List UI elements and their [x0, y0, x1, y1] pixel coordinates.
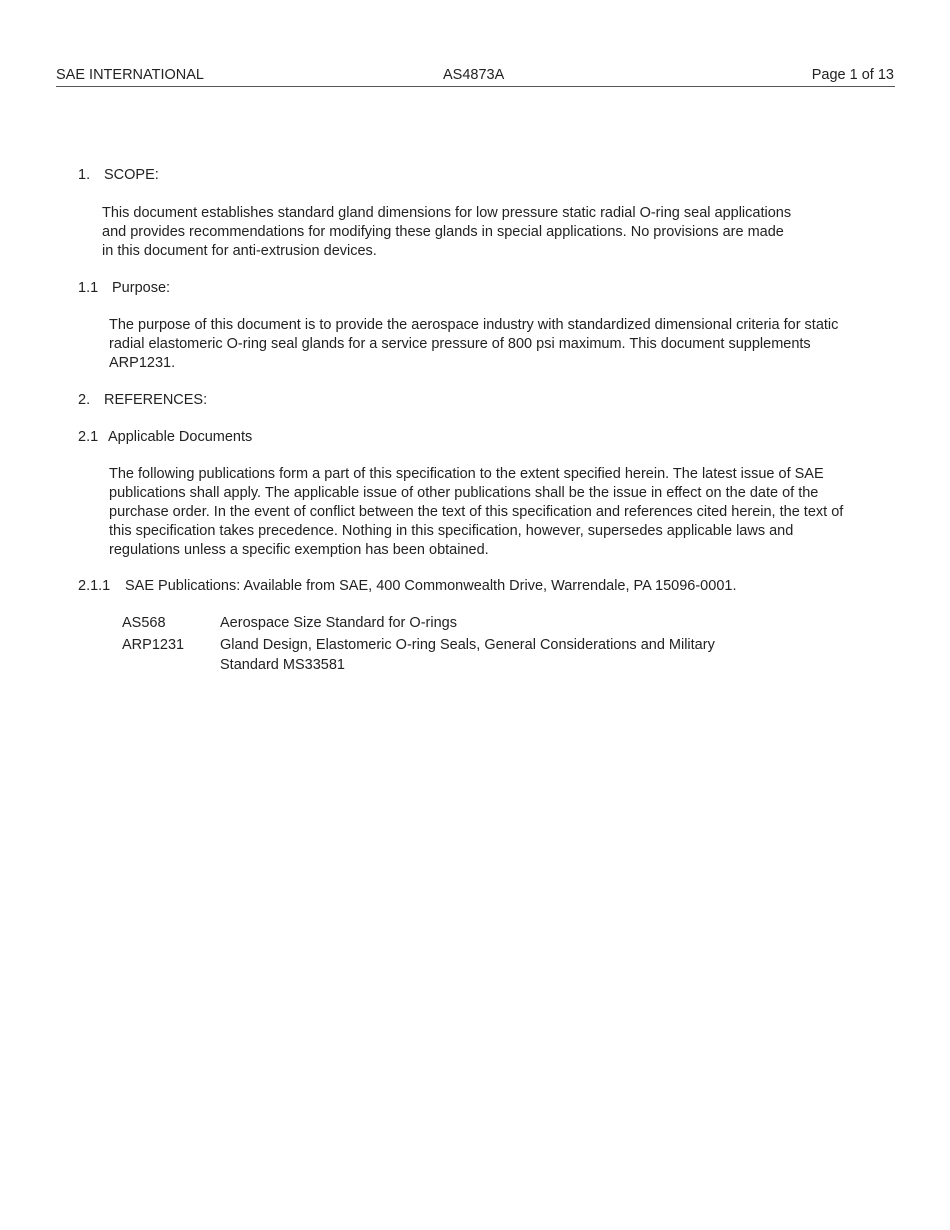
purpose-paragraph: The purpose of this document is to provide the aerospace industry with standardized dimensional criteria for static radial elastomeric O-ring seal glands for a service pressure of 800 psi maximum. This document supplements ARP1231. [109, 317, 839, 371]
section-number: 1. [78, 167, 91, 183]
section-title: Purpose: [112, 280, 171, 296]
section-title: SCOPE: [104, 167, 159, 183]
section-number: 2.1.1 [78, 578, 111, 594]
section-heading-applicable-documents [78, 428, 252, 447]
section-title: SAE Publications: Available from SAE, 400 Commonwealth Drive, Warrendale, PA 15096-0001. [125, 578, 737, 594]
reference-item [122, 635, 762, 675]
section-heading-references [78, 391, 207, 410]
reference-title: Aerospace Size Standard for O-rings [220, 615, 457, 631]
header-doc-number: AS4873A [443, 67, 505, 83]
section-title: REFERENCES: [104, 392, 208, 408]
header-page-label: Page 1 of 13 [811, 67, 894, 83]
page-header [56, 66, 895, 87]
reference-id: AS568 [122, 615, 166, 631]
scope-paragraph: This document establishes standard gland dimensions for low pressure static radial O-ring seal applications and provides recommendations for modifying these glands in special applications. No provisions are made in this document for anti-extrusion devices. [102, 205, 792, 259]
section-title: Applicable Documents [108, 429, 253, 445]
reference-id: ARP1231 [122, 637, 185, 653]
applicable-documents-paragraph: The following publications form a part of this specification to the extent specified herein. The latest issue of SAE publications shall apply. The applicable issue of other publications shall be the issue in effect on the date of the purchase order. In the event of conflict between the text of this specification and references cited herein, the text of this specification takes precedence. Nothing in this specification, however, supersedes applicable laws and regulations unless a specific exemption has been obtained. [109, 466, 844, 558]
section-number: 1.1 [78, 280, 99, 296]
section-heading-scope [78, 166, 159, 185]
reference-title: Gland Design, Elastomeric O-ring Seals, General Considerations and Military Standard MS33581 [220, 637, 715, 673]
section-heading-sae-publications [78, 577, 736, 596]
reference-item [122, 613, 762, 633]
section-number: 2.1 [78, 429, 99, 445]
header-organization: SAE INTERNATIONAL [56, 67, 204, 83]
section-heading-purpose [78, 279, 170, 298]
section-number: 2. [78, 392, 91, 408]
